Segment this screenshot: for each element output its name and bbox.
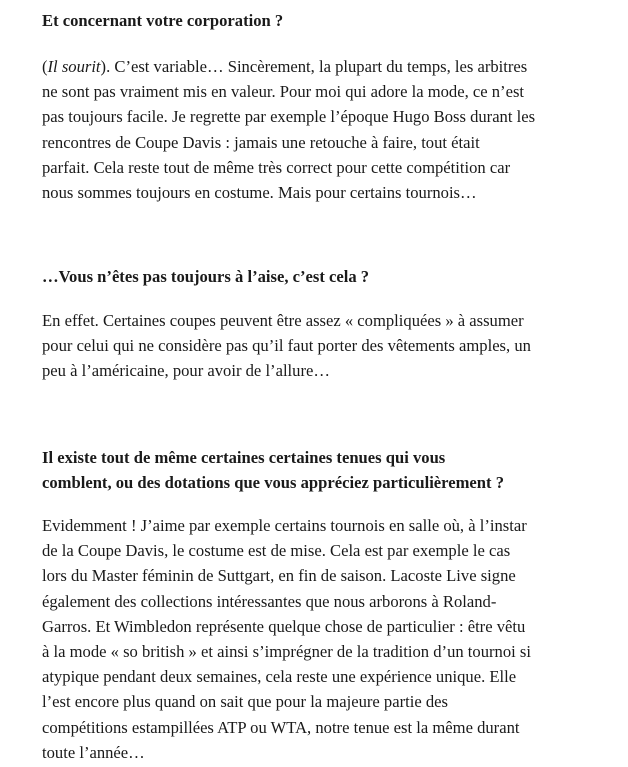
answer-line: l’est encore plus quand on sait que pour la majeure partie des bbox=[42, 692, 448, 712]
answer-line: toute l’année… bbox=[42, 742, 145, 762]
answer-outfits bbox=[42, 513, 602, 765]
answer-line: rencontres de Coupe Davis : jamais une retouche à faire, tout était bbox=[42, 132, 480, 152]
answer-line: peu à l’américaine, pour avoir de l’allure… bbox=[42, 361, 330, 381]
question-line: Il existe tout de même certaines certaines tenues qui vous bbox=[42, 448, 446, 467]
question-line: …Vous n’êtes pas toujours à l’aise, c’est cela ? bbox=[42, 267, 370, 286]
answer-line: parfait. Cela reste tout de même très correct pour cette compétition car bbox=[42, 157, 511, 177]
answer-line: Garros. Et Wimbledon représente quelque chose de particulier : être vêtu bbox=[42, 616, 526, 636]
answer-line: atypique pendant deux semaines, cela reste une expérience unique. Elle bbox=[42, 667, 517, 687]
answer-line: En effet. Certaines coupes peuvent être assez « compliquées » à assumer bbox=[42, 311, 524, 330]
answer-line-rest: ). C’est variable… Sincèrement, la plupart du temps, les arbitres bbox=[100, 57, 528, 76]
question-line: comblent, ou des dotations que vous appréciez particulièrement ? bbox=[42, 473, 504, 492]
answer-line: ne sont pas vraiment mis en valeur. Pour moi qui adore la mode, ce n’est bbox=[42, 82, 525, 102]
stage-direction: Il sourit bbox=[47, 57, 101, 76]
answer-comfort bbox=[42, 308, 602, 384]
answer-line: de la Coupe Davis, le costume est de mise. Cela est par exemple le cas bbox=[42, 541, 511, 561]
question-corporation bbox=[42, 8, 602, 33]
answer-line: à la mode « so british » et ainsi s’imprégner de la tradition d’un tournoi si bbox=[42, 642, 531, 662]
answer-line: lors du Master féminin de Suttgart, en fin de saison. Lacoste Live signe bbox=[42, 566, 516, 586]
answer-line: compétitions estampillées ATP ou WTA, notre tenue est la même durant bbox=[42, 717, 520, 737]
answer-corporation bbox=[42, 54, 602, 205]
question-line: Et concernant votre corporation ? bbox=[42, 11, 284, 30]
answer-line: nous sommes toujours en costume. Mais pour certains tournois… bbox=[42, 183, 477, 203]
question-outfits bbox=[42, 445, 602, 495]
answer-line: pour celui qui ne considère pas qu’il faut porter des vêtements amples, un bbox=[42, 336, 531, 356]
open-paren: ( bbox=[42, 57, 48, 76]
answer-line bbox=[42, 54, 602, 79]
answer-line: pas toujours facile. Je regrette par exemple l’époque Hugo Boss durant les bbox=[42, 107, 536, 127]
question-comfort bbox=[42, 264, 602, 289]
answer-line: également des collections intéressantes que nous arborons à Roland- bbox=[42, 591, 497, 611]
answer-line: Evidemment ! J’aime par exemple certains tournois en salle où, à l’instar bbox=[42, 516, 527, 535]
